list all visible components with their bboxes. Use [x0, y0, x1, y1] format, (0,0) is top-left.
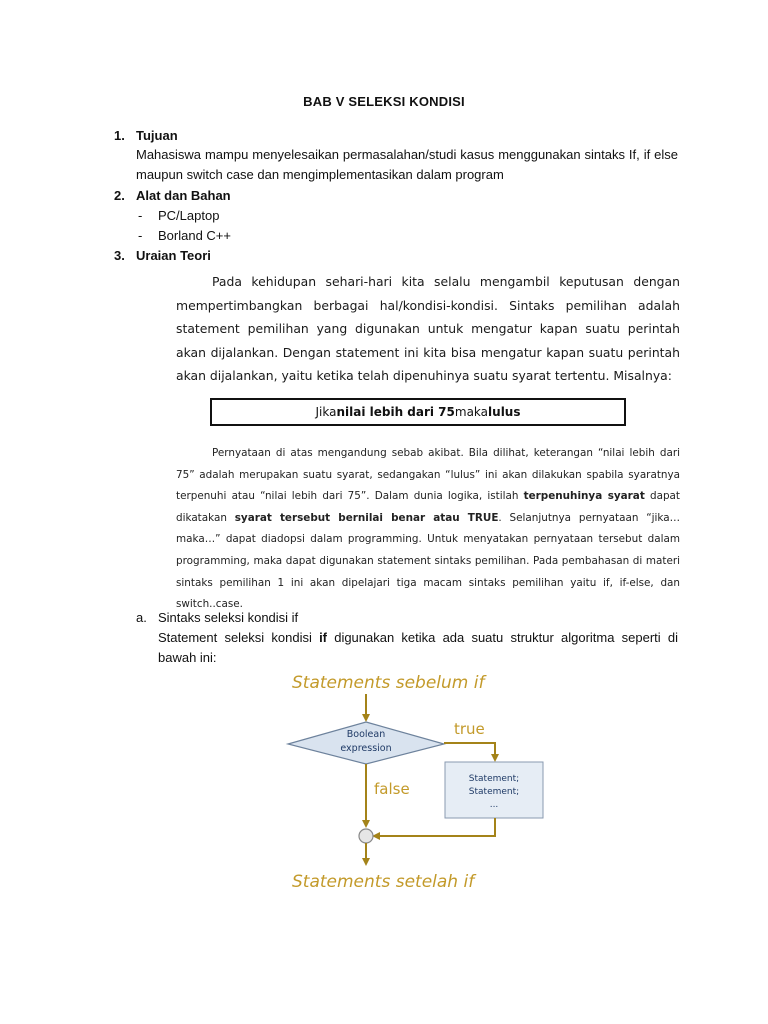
- section-heading-tujuan: Tujuan: [136, 128, 178, 143]
- true-line: [444, 743, 495, 756]
- if-flowchart: [282, 664, 572, 894]
- statement-line: Statement;: [468, 787, 520, 797]
- statement-line: Statement;: [468, 774, 520, 784]
- section-heading-uraian: Uraian Teori: [136, 248, 211, 263]
- decision-label: expression: [340, 743, 392, 754]
- section-heading-alat: Alat dan Bahan: [136, 188, 231, 203]
- arrow-head: [362, 858, 370, 866]
- flow-bottom-label: Statements setelah if: [292, 872, 475, 892]
- section-number: 3.: [114, 248, 125, 263]
- true-label: true: [454, 720, 485, 738]
- theory-paragraph-2: Pernyataan di atas mengandung sebab akibat. Bila dilihat, keterangan “nilai lebih dari 75” adalah merupakan suatu syarat, sedangakan “lulus” ini akan dilakukan spabila syaratnya terpenuhi atau “nilai lebih dari 75”. Dalam dunia logika, istilah terpenuhinya syarat dapat dikatakan syarat tersebut bernilai benar atau TRUE. Selanjutnya pernyataan “jika…maka…” dapat diadopsi dalam programming. Untuk menyatakan pernyataan tersebut dalam programming, maka dapat digunakan statement sintaks pemilihan. Pada pembahasan di materi sintaks pemilihan 1 ini akan dipelajari tiga macam sintaks pemilihan yaitu if, if-else, dan switch..case.: [176, 447, 680, 611]
- theory-paragraph: Pada kehidupan sehari-hari kita selalu mengambil keputusan dengan mempertimbangkan berbagai hal/kondisi-kondisi. Sintaks pemilihan adalah statement pemilihan yang digunakan untuk mengatur kapan suatu perintah akan dijalankan. Dengan statement ini kita bisa mengatur kapan suatu perintah akan dijalankan, yaitu ketika telah dipenuhinya suatu syarat tertentu. Misalnya:: [176, 274, 680, 384]
- bullet-dash: -: [138, 228, 143, 243]
- list-item: PC/Laptop: [158, 208, 220, 223]
- list-item: Borland C++: [158, 228, 231, 243]
- page-title: BAB V SELEKSI KONDISI: [303, 94, 465, 109]
- flow-top-label: Statements sebelum if: [292, 673, 485, 693]
- subsection-heading: Sintaks seleksi kondisi if: [158, 610, 299, 625]
- example-box: Jika nilai lebih dari 75 maka lulus: [210, 398, 626, 426]
- subsection-paragraph: Statement seleksi kondisi if digunakan ketika ada suatu struktur algoritma seperti di bawah ini:: [158, 630, 678, 665]
- decision-label: Boolean: [346, 729, 386, 740]
- subsection-marker: a.: [136, 610, 147, 625]
- arrow-head: [362, 714, 370, 722]
- section-number: 2.: [114, 188, 125, 203]
- bullet-dash: -: [138, 208, 143, 223]
- tujuan-paragraph: Mahasiswa mampu menyelesaikan permasalahan/studi kasus menggunakan sintaks If, if else maupun switch case dan mengimplementasikan dalam program: [136, 147, 678, 182]
- statement-line: ...: [489, 800, 499, 810]
- merge-node: [359, 829, 373, 843]
- section-number: 1.: [114, 128, 125, 143]
- arrow-head: [362, 820, 370, 828]
- false-label: false: [374, 780, 410, 798]
- merge-line: [374, 818, 495, 836]
- arrow-head: [491, 754, 499, 762]
